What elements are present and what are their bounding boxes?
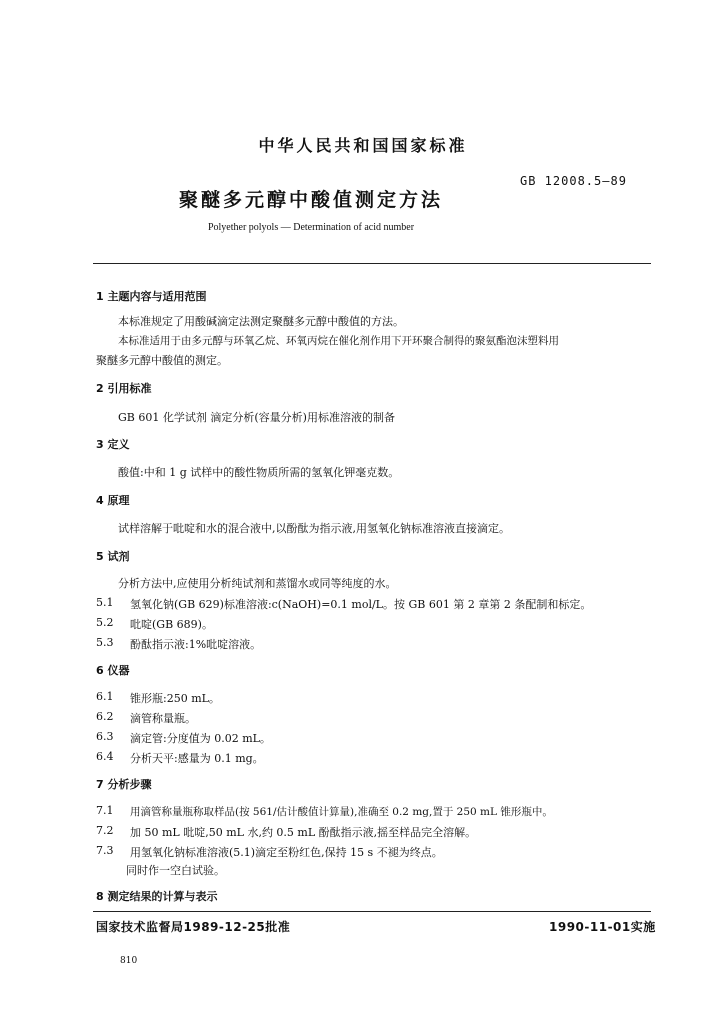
document-title-english: Polyether polyols — Determination of acid number: [207, 222, 415, 233]
issuing-organization: 中华人民共和国国家标准: [258, 136, 468, 155]
page-number: 810: [120, 956, 138, 966]
section-8-heading: 8 测定结果的计算与表示: [96, 890, 218, 903]
document-title: 聚醚多元醇中酸值测定方法: [178, 189, 443, 211]
item-number: 6.4: [96, 750, 114, 763]
section-4-heading: 4 原理: [96, 494, 130, 507]
item-number: 5.2: [96, 616, 114, 629]
footer-divider: [93, 911, 651, 912]
item-number: 7.3: [96, 844, 114, 857]
section-1-paragraph-1: 本标准规定了用酸碱滴定法测定聚醚多元醇中酸值的方法。: [118, 315, 404, 328]
section-7-heading: 7 分析步骤: [96, 778, 152, 791]
section-1-heading: 1 主题内容与适用范围: [96, 290, 207, 303]
item-number: 5.3: [96, 636, 114, 649]
section-5-heading: 5 试剂: [96, 550, 130, 563]
procedure-step-1: 用滴管称量瓶称取样品(按 561/估计酸值计算量),准确至 0.2 mg,置于 250 mL 锥形瓶中。: [130, 806, 553, 818]
item-number: 6.3: [96, 730, 114, 743]
procedure-step-2: 加 50 mL 吡啶,50 mL 水,约 0.5 mL 酚酞指示液,摇至样品完全溶解。: [130, 826, 477, 839]
apparatus-balance: 分析天平:感量为 0.1 mg。: [130, 752, 264, 765]
reagent-naoh: 氢氧化钠(GB 629)标准溶液:c(NaOH)=0.1 mol/L。按 GB 601 第 2 章第 2 条配制和标定。: [130, 598, 592, 611]
section-4-principle: 试样溶解于吡啶和水的混合液中,以酚酞为指示液,用氢氧化钠标准溶液直接滴定。: [118, 522, 510, 535]
header-divider: [93, 263, 651, 264]
approval-date: 国家技术监督局1989-12-25批准: [96, 920, 291, 934]
item-number: 7.2: [96, 824, 114, 837]
effective-date: 1990-11-01实施: [549, 920, 656, 934]
section-1-paragraph-2: 本标准适用于由多元醇与环氧乙烷、环氧丙烷在催化剂作用下开环聚合制得的聚氨酯泡沫塑料用: [118, 335, 559, 347]
apparatus-weighing-bottle: 滴管称量瓶。: [130, 712, 196, 725]
item-number: 6.1: [96, 690, 114, 703]
item-number: 6.2: [96, 710, 114, 723]
apparatus-flask: 锥形瓶:250 mL。: [130, 692, 220, 705]
item-number: 5.1: [96, 596, 114, 609]
apparatus-burette: 滴定管:分度值为 0.02 mL。: [130, 732, 271, 745]
section-2-reference: GB 601 化学试剂 滴定分析(容量分析)用标准溶液的制备: [118, 411, 395, 424]
procedure-step-3: 用氢氧化钠标准溶液(5.1)滴定至粉红色,保持 15 s 不褪为终点。: [130, 846, 443, 859]
reagent-pyridine: 吡啶(GB 689)。: [130, 618, 213, 631]
procedure-note: 同时作一空白试验。: [126, 864, 225, 877]
reagent-phenolphthalein: 酚酞指示液:1%吡啶溶液。: [130, 638, 262, 651]
section-5-intro: 分析方法中,应使用分析纯试剂和蒸馏水或同等纯度的水。: [118, 577, 397, 590]
standard-number: GB 12008.5—89: [520, 174, 627, 188]
item-number: 7.1: [96, 804, 114, 817]
section-6-heading: 6 仪器: [96, 664, 130, 677]
section-3-definition: 酸值:中和 1 g 试样中的酸性物质所需的氢氧化钾毫克数。: [118, 466, 400, 479]
section-2-heading: 2 引用标准: [96, 382, 152, 395]
section-1-paragraph-2-cont: 聚醚多元醇中酸值的测定。: [96, 354, 228, 367]
section-3-heading: 3 定义: [96, 438, 130, 451]
